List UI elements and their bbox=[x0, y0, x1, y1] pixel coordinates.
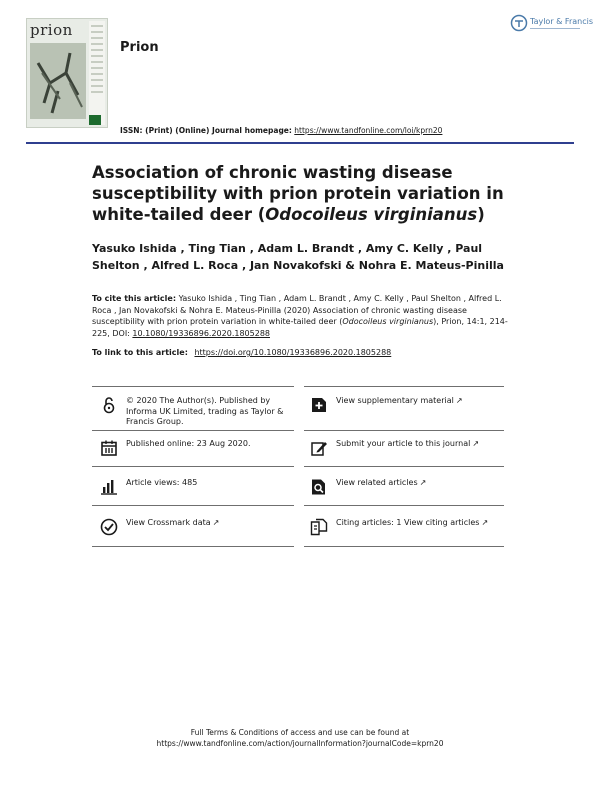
header-rule bbox=[26, 142, 574, 144]
cover-photo bbox=[30, 43, 86, 119]
submit-cell[interactable] bbox=[310, 437, 516, 473]
cover-journal-word: prion bbox=[30, 21, 73, 39]
crossmark-icon bbox=[100, 518, 118, 536]
grid-rule bbox=[304, 430, 504, 431]
citation-block bbox=[92, 293, 512, 339]
grid-rule bbox=[92, 430, 294, 431]
grid-rule bbox=[92, 386, 294, 387]
grid-rule bbox=[304, 546, 504, 547]
issn-line bbox=[120, 126, 442, 135]
external-link-icon: ↗ bbox=[455, 396, 463, 405]
journal-name: Prion bbox=[120, 40, 159, 55]
edit-icon bbox=[310, 439, 328, 457]
grid-rule bbox=[304, 386, 504, 387]
plus-document-icon bbox=[310, 396, 328, 414]
citation-text-end: ), Prion, 14:1, 214-225, DOI: bbox=[92, 317, 508, 338]
publisher-name: Taylor & Francis bbox=[530, 17, 593, 26]
crossmark-link[interactable]: View Crossmark data ↗ bbox=[126, 518, 220, 527]
citing-articles-icon bbox=[310, 518, 328, 536]
footer-line: Full Terms & Conditions of access and use can be found at bbox=[190, 728, 410, 737]
article-views: Article views: 485 bbox=[126, 478, 198, 487]
related-articles-link[interactable]: View related articles ↗ bbox=[336, 478, 427, 487]
grid-rule bbox=[304, 466, 504, 467]
grid-rule bbox=[92, 546, 294, 547]
article-link-label: To link to this article: bbox=[92, 348, 188, 357]
external-link-icon: ↗ bbox=[472, 439, 480, 448]
footer-terms-link[interactable]: https://www.tandfonline.com/action/journalInformation?journalCode=kprn20 bbox=[156, 739, 444, 748]
publisher-logo-icon bbox=[510, 14, 528, 32]
grid-rule bbox=[92, 505, 294, 506]
article-doi-url[interactable]: https://doi.org/10.1080/19336896.2020.1805288 bbox=[194, 348, 392, 357]
title-species: Odocoileus virginianus bbox=[265, 205, 478, 224]
citation-species: Odocoileus virginianus bbox=[342, 317, 434, 326]
external-link-icon: ↗ bbox=[481, 518, 489, 527]
license-cell bbox=[100, 394, 306, 430]
supplementary-cell[interactable] bbox=[310, 394, 516, 430]
calendar-icon bbox=[100, 439, 118, 457]
external-link-icon: ↗ bbox=[419, 478, 427, 487]
author-list: Yasuko Ishida , Ting Tian , Adam L. Brandt , Amy C. Kelly , Paul Shelton , Alfred L. Roca , Jan Novakofski & Nohra E. Mateus-Pinilla bbox=[92, 242, 504, 272]
license-text: © 2020 The Author(s). Published by Informa UK Limited, trading as Taylor & Francis Group. bbox=[126, 396, 284, 426]
journal-homepage-link[interactable]: https://www.tandfonline.com/loi/kprn20 bbox=[294, 126, 443, 135]
issn-label: ISSN: (Print) (Online) Journal homepage: bbox=[120, 126, 292, 135]
cover-contents-strip bbox=[89, 21, 105, 125]
supplementary-link[interactable]: View supplementary material ↗ bbox=[336, 396, 463, 405]
grid-rule bbox=[304, 505, 504, 506]
doi-link[interactable]: 10.1080/19336896.2020.1805288 bbox=[132, 328, 270, 338]
article-title: Association of chronic wasting disease susceptibility with prion protein variation in white-tailed deer (Odocoileus virginianus) bbox=[92, 163, 504, 224]
publisher-logo[interactable] bbox=[510, 14, 593, 44]
submit-article-link[interactable]: Submit your article to this journal ↗ bbox=[336, 439, 480, 448]
open-access-icon bbox=[100, 396, 118, 414]
views-cell bbox=[100, 476, 306, 512]
footer-terms bbox=[0, 727, 600, 749]
citing-articles-link[interactable]: Citing articles: 1 View citing articles ↗ bbox=[336, 518, 489, 527]
published-date: Published online: 23 Aug 2020. bbox=[126, 439, 251, 448]
published-cell bbox=[100, 437, 306, 473]
citation-label: To cite this article: bbox=[92, 294, 177, 303]
citation-text: Yasuko Ishida , Ting Tian , Adam L. Brandt , Amy C. Kelly , Paul Shelton , Alfred L. Roca , Jan Novakofski & Nohra E. Mateus-Pinilla (2020) Association of chronic wasting disease susceptibility with prion protein variation in white-tailed deer ( bbox=[92, 294, 502, 326]
external-link-icon: ↗ bbox=[212, 518, 220, 527]
grid-rule bbox=[92, 466, 294, 467]
publisher-logo-underline bbox=[530, 28, 580, 29]
cover-logo-stamp bbox=[89, 115, 101, 125]
article-link-line bbox=[92, 348, 391, 357]
search-document-icon bbox=[310, 478, 328, 496]
journal-cover-image[interactable] bbox=[26, 18, 108, 128]
related-cell[interactable] bbox=[310, 476, 516, 512]
bar-chart-icon bbox=[100, 478, 118, 496]
